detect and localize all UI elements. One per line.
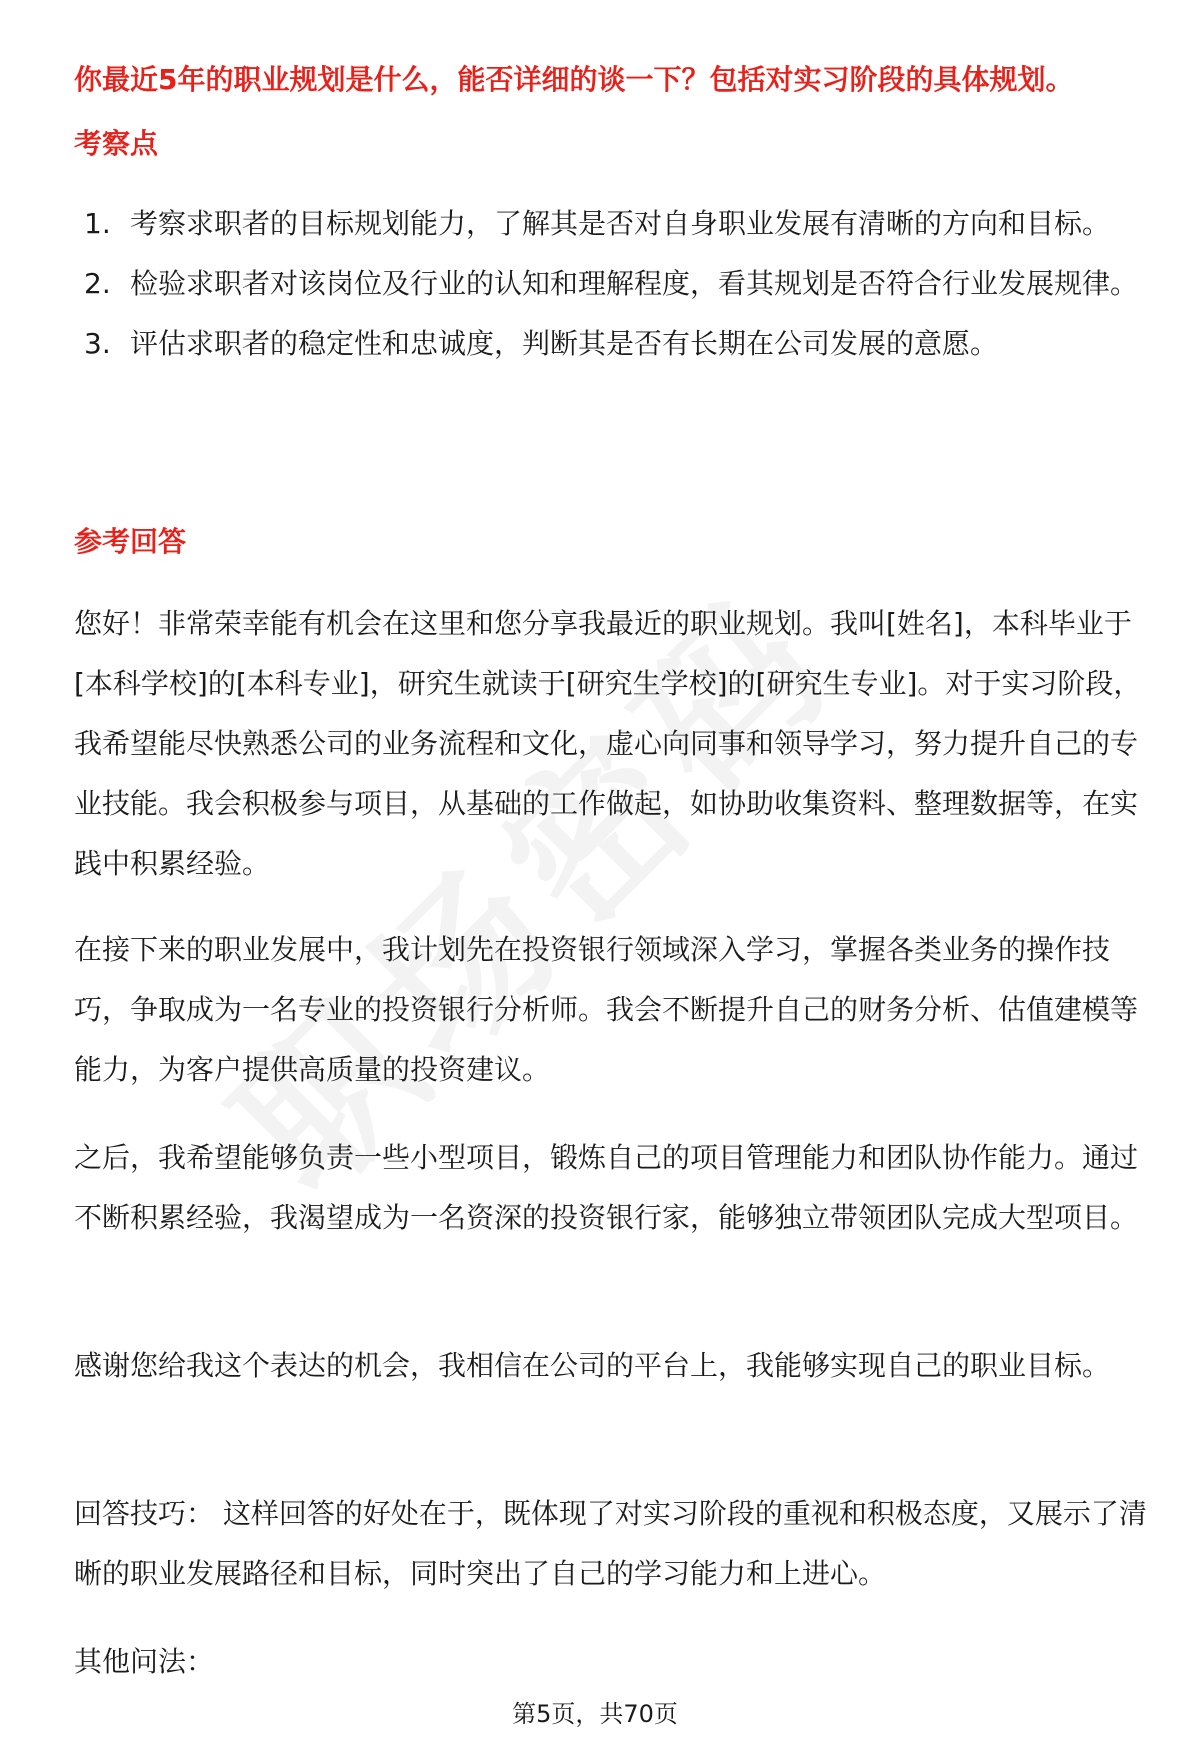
section-heading-cankao: 参考回答 (74, 525, 187, 558)
list-number: 1. (84, 207, 111, 240)
list-number: 2. (84, 267, 111, 300)
list-item-text: 考察求职者的目标规划能力，了解其是否对自身职业发展有清晰的方向和目标。 (130, 207, 1111, 240)
list-item (84, 194, 1164, 254)
other-questions-label: 其他问法： (74, 1645, 215, 1678)
answer-paragraph-4: 感谢您给我这个表达的机会，我相信在公司的平台上，我能够实现自己的职业目标。 (74, 1349, 1111, 1382)
answer-tips-paragraph: 回答技巧： 这样回答的好处在于，既体现了对实习阶段的重视和积极态度，又展示了清晰的职业发展路径和目标，同时突出了自己的学习能力和上进心。 (74, 1497, 1147, 1590)
points-list (84, 194, 1164, 374)
answer-paragraph-1: 您好！非常荣幸能有机会在这里和您分享我最近的职业规划。我叫[姓名]，本科毕业于[本科学校]的[本科专业]，研究生就读于[研究生学校]的[研究生专业]。对于实习阶段，我希望能尽快熟悉公司的业务流程和文化，虚心向同事和领导学习，努力提升自己的专业技能。我会积极参与项目，从基础的工作做起，如协助收集资料、整理数据等，在实践中积累经验。 (74, 607, 1142, 880)
section-heading-kaochadian: 考察点 (74, 127, 159, 160)
question-title: 你最近5年的职业规划是什么，能否详细的谈一下？包括对实习阶段的具体规划。 (74, 63, 1074, 96)
list-item (84, 254, 1164, 314)
list-number: 3. (84, 327, 111, 360)
list-item-text: 评估求职者的稳定性和忠诚度，判断其是否有长期在公司发展的意愿。 (130, 327, 999, 360)
answer-paragraph-3: 之后，我希望能够负责一些小型项目，锻炼自己的项目管理能力和团队协作能力。通过不断积累经验，我渴望成为一名资深的投资银行家，能够独立带领团队完成大型项目。 (74, 1141, 1139, 1234)
page-number-footer: 第5页，共70页 (512, 1700, 678, 1728)
list-item-text: 检验求职者对该岗位及行业的认知和理解程度，看其规划是否符合行业发展规律。 (130, 267, 1139, 300)
list-item (84, 314, 1164, 374)
answer-paragraph-2: 在接下来的职业发展中，我计划先在投资银行领域深入学习，掌握各类业务的操作技巧，争取成为一名专业的投资银行分析师。我会不断提升自己的财务分析、估值建模等能力，为客户提供高质量的投资建议。 (74, 933, 1139, 1086)
